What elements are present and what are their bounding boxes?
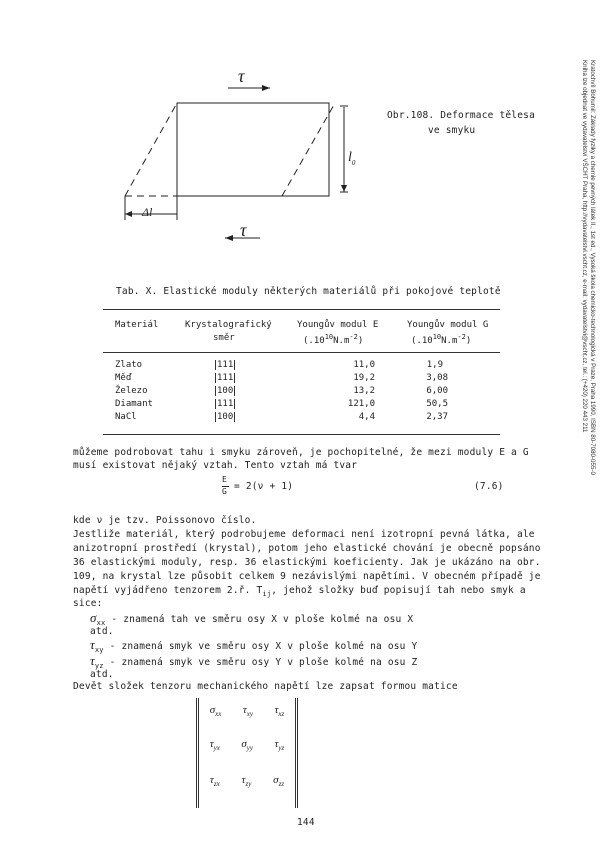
matrix-cell: $\sigma_{yy}$ (241, 738, 254, 753)
header-young-e-1: Youngův modul E (297, 320, 379, 330)
paragraph-line: anizotropní prostředí (krystal), potom jeho elastické chování je obecně popsáno (73, 543, 541, 554)
matrix-cell: $\tau_{zy}$ (241, 774, 252, 789)
header-young-e-2: $(.10^{10}N.m^{-2})$ (303, 333, 364, 346)
paragraph-line: sice: (73, 598, 103, 609)
cell-material: Diamant (115, 399, 153, 409)
paragraph-line: kde ν je tzv. Poissonovo číslo. (73, 515, 257, 526)
cell-material: Zlato (115, 360, 143, 370)
cell-material: NaCl (115, 412, 137, 422)
cell-young-g: 2,37 (426, 412, 448, 422)
figure-caption-1: Obr.108. Deformace tělesa (387, 110, 535, 121)
paragraph-line: napětí vyjádřeno tenzorem 2.ř. $T_{ij}$, jehož složky buď popisují tah nebo smyk a (73, 585, 526, 598)
paragraph-line: 109, na krystal lze působit celkem 9 nezávislými napětími. V obecném případě je (73, 571, 541, 582)
cell-direction: 111 (217, 360, 234, 370)
cell-young-e: 13,2 (353, 386, 375, 396)
original-block (177, 103, 329, 196)
matrix-cell: $\tau_{xy}$ (242, 704, 254, 719)
matrix-cell: $\sigma_{zz}$ (273, 774, 285, 789)
figure-caption-2: ve smyku (428, 125, 476, 136)
cell-direction: 100 (217, 412, 234, 422)
eq-denominator: G (222, 487, 228, 496)
citation-line-2: Kniha lze objednat ve vydavatelství VŠCHT Praha, http://vydavatelstvi.vscht.cz, e-mail: vydavatelstvi@vscht.cz, tel.: (+420) 220 443 211 (581, 60, 588, 433)
definition-tau-yz: $\tau_{yz}$ - znamená smyk ve směru osy Y v ploše kolmé na osu Z (90, 653, 418, 670)
cell-direction: 111 (217, 399, 234, 409)
cell-young-e: 4,4 (358, 412, 375, 422)
table-row (103, 399, 500, 412)
matrix-row (199, 704, 295, 718)
stress-tensor-matrix (196, 698, 298, 808)
matrix-cell: $\tau_{yx}$ (209, 738, 220, 753)
cell-material: Železo (115, 386, 148, 396)
l0-sub: 0 (351, 158, 356, 167)
matrix-cell: $\tau_{xz}$ (274, 704, 285, 719)
cell-young-g: 3,08 (426, 373, 448, 383)
cell-direction: 100 (217, 386, 234, 396)
header-direction-2: směr (213, 333, 235, 343)
cell-young-g: 1,9 (426, 360, 443, 370)
l0-label (348, 150, 355, 167)
definition-sigma-xx: $\sigma_{xx}$ - znamená tah ve směru osy X v ploše kolmé na osu X (90, 610, 414, 627)
matrix-cell: $\sigma_{xx}$ (209, 704, 222, 719)
cell-young-e: 19,2 (353, 373, 375, 383)
paragraph-line: musí existovat nějaký vztah. Tento vztah má tvar (73, 460, 358, 471)
equation-7-6 (222, 475, 512, 505)
cell-young-g: 50,5 (426, 399, 448, 409)
header-young-g-2: $(.10^{10}N.m^{-2})$ (411, 333, 472, 346)
eq-label: (7.6) (474, 481, 504, 492)
eq-rhs: = 2(ν + 1) (234, 481, 294, 492)
matrix-cell: $\tau_{yz}$ (274, 738, 285, 753)
l0-letter: l (348, 150, 352, 165)
header-young-g-1: Youngův modul G (407, 320, 489, 330)
cell-young-e: 121,0 (347, 399, 375, 409)
definition-tau-xy: $\tau_{xy}$ - znamená smyk ve směru osy X v ploše kolmé na osu Y (90, 637, 418, 654)
cell-direction: 111 (217, 373, 234, 383)
matrix-row (199, 774, 295, 788)
header-material: Materiál (115, 320, 159, 330)
citation-sidebar (578, 60, 596, 620)
definition-etc: atd. (90, 669, 114, 680)
table-caption: Tab. X. Elastické moduly některých materiálů při pokojové teplotě (116, 286, 501, 297)
table-row (103, 373, 500, 386)
matrix-intro: Devět složek tenzoru mechanického napětí lze zapsat formou matice (73, 681, 458, 692)
definition-etc: atd. (90, 626, 114, 637)
tau-top-label: τ (238, 66, 245, 86)
paragraph-line: Jestliže materiál, který podrobujeme deformaci není izotropní pevná látka, ale (73, 529, 535, 540)
tau-bottom-label: τ (240, 220, 247, 240)
cell-young-e: 11,0 (353, 360, 375, 370)
table-row (103, 412, 500, 425)
table-row (103, 360, 500, 373)
table-row (103, 386, 500, 399)
elastic-moduli-table (103, 309, 500, 435)
cell-material: Měď (115, 373, 132, 383)
matrix-row (199, 738, 295, 752)
page-number: 144 (297, 817, 315, 828)
matrix-cell: $\tau_{zx}$ (209, 774, 220, 789)
paragraph-line: můžeme podrobovat tahu i smyku zároveň, je pochopitelné, že mezi moduly E a G (73, 447, 529, 458)
citation-line-1: Kratochvíl Bohumil: Základy fyziky a chemie pevných látek II., 1st ed., Vysoká škola chemicko-technologická v Praze, Praha 1990, ISBN 80-7080-055-0 (589, 60, 596, 475)
table-header-rule (103, 352, 500, 353)
delta-l-label: Δl (142, 205, 153, 219)
cell-young-g: 6,00 (426, 386, 448, 396)
header-direction-1: Krystalografický (185, 320, 272, 330)
eq-numerator: E (222, 475, 228, 484)
paragraph-line: 36 elastickými moduly, resp. 36 elastickými koeficienty. Jak je ukázáno na obr. (73, 557, 541, 568)
